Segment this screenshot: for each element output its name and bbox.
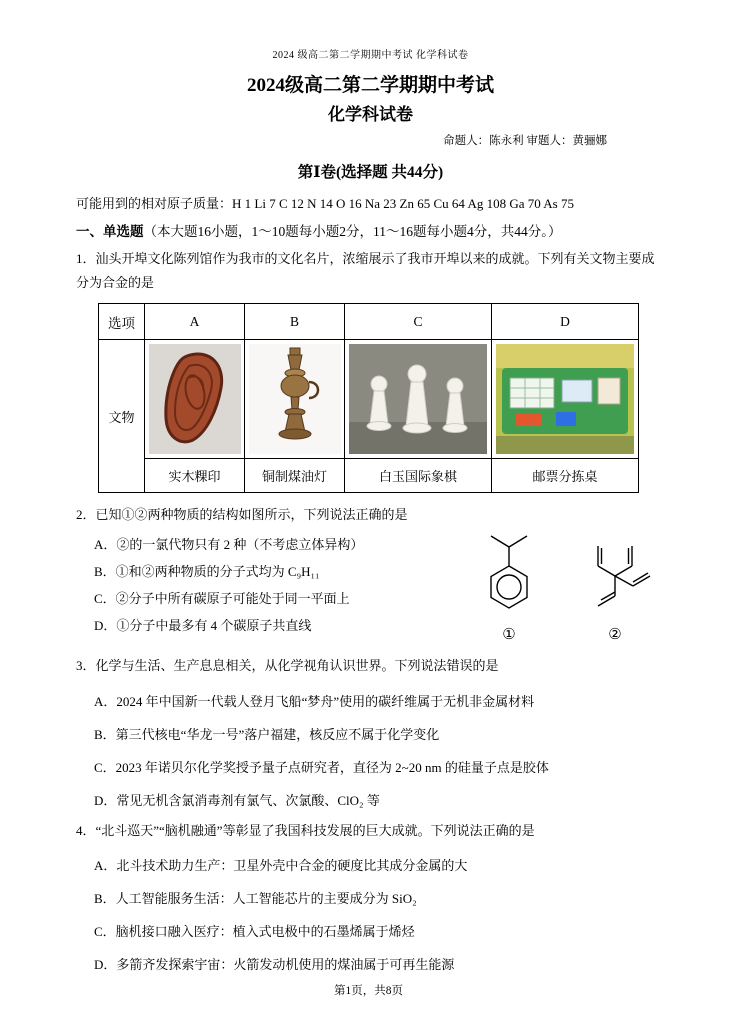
section-title: 第Ⅰ卷(选择题 共44分) [297,164,444,181]
q2-option-b: B．①和②两种物质的分子式均为 C₉H₁₁ [94,563,320,579]
q2-stem: 2．已知①②两种物质的结构如图所示，下列说法正确的是 [76,507,408,523]
jade-chess-image [349,344,487,454]
q2-option-d: D．①分子中最多有 4 个碳原子共直线 [94,617,312,633]
q2-structures [433,528,665,644]
q2-option-c: C．②分子中所有碳原子可能处于同一平面上 [94,590,350,606]
authors-line: 命题人：陈永利 审题人：黄骊娜 [443,135,607,147]
part-heading [76,220,665,240]
q1-artifact-table [98,303,639,493]
q1-table-image-row [99,340,639,459]
artifact-label-b: 铜制煤油灯 [245,459,345,493]
exam-title: 2024级高二第二学期期中考试 [246,75,494,96]
page-footer: 第1页，共8页 [334,985,403,997]
artifact-photo-cell-d [492,340,639,459]
structure-1 [469,528,549,644]
q1-row-label: 文物 [99,340,145,493]
kerosene-lamp-image [249,344,341,454]
q2-options [76,526,433,634]
q1-col-header-c: C [345,304,492,340]
q4-stem: 4．“北斗巡天”“脑机融通”等彰显了我国科技发展的巨大成就。下列说法正确的是 [76,822,535,838]
question-2 [76,505,665,644]
q3-stem: 3．化学与生活、生产息息相关，从化学视角认识世界。下列说法错误的是 [76,657,499,673]
q1-stem: 1．汕头开埠文化陈列馆作为我市的文化名片，浓缩展示了我市开埠以来的成就。下列有关文物主要成分为合金的是 [76,251,655,291]
q4-option-b: B．人工智能服务生活：人工智能芯片的主要成分为 SiO₂ [94,891,417,907]
artifact-photo-cell-b [245,340,345,459]
question-4 [76,821,665,974]
artifact-label-d: 邮票分拣桌 [492,459,639,493]
artifact-photo-cell-a [145,340,245,459]
stamp-sorting-table-image [496,344,634,454]
running-header: 2024 级高二第二学期期中考试 化学科试卷 [272,50,469,61]
q4-option-c: C．脑机接口融入医疗：植入式电极中的石墨烯属于烯烃 [94,924,415,940]
artifact-label-c: 白玉国际象棋 [345,459,492,493]
part-heading-note: （本大题16小题，1～10题每小题2分，11～16题每小题4分，共44分。） [143,224,562,239]
q1-col-header-option: 选项 [99,304,145,340]
structure-2 [565,528,665,644]
q1-col-header-a: A [145,304,245,340]
q1-table-label-row [99,459,639,493]
tetravinylmethane-structure-drawing [565,528,665,620]
artifact-label-a: 实木粿印 [145,459,245,493]
q3-option-d: D．常见无机含氯消毒剂有氯气、次氯酸、ClO₂ 等 [94,792,380,808]
q2-option-a: A．②的一氯代物只有 2 种（不考虑立体异构） [94,536,364,552]
q3-option-c: C．2023 年诺贝尔化学奖授予量子点研究者，直径为 2~20 nm 的硅量子点是胶体 [94,759,549,775]
cumene-structure-drawing [469,528,549,620]
q4-option-a: A．北斗技术助力生产：卫星外壳中合金的硬度比其成分金属的大 [94,858,468,874]
atomic-mass-line: 可能用到的相对原子质量：H 1 Li 7 C 12 N 14 O 16 Na 23 Zn 65 Cu 64 Ag 108 Ga 70 As 75 [76,196,574,211]
structure-1-label: ① [502,626,516,643]
q4-option-d: D．多箭齐发探索宇宙：火箭发动机使用的煤油属于可再生能源 [94,957,455,973]
wooden-mold-image [149,344,241,454]
part-heading-label: 一、单选题 [76,224,144,239]
q3-option-a: A．2024 年中国新一代载人登月飞船“梦舟”使用的碳纤维属于无机非金属材料 [94,693,535,709]
q3-option-b: B．第三代核电“华龙一号”落户福建，核反应不属于化学变化 [94,726,440,742]
q1-col-header-b: B [245,304,345,340]
artifact-photo-cell-c [345,340,492,459]
q1-table-header-row [99,304,639,340]
question-3 [76,656,665,809]
q1-col-header-d: D [492,304,639,340]
exam-subtitle: 化学科试卷 [328,105,413,124]
structure-2-label: ② [608,626,622,643]
